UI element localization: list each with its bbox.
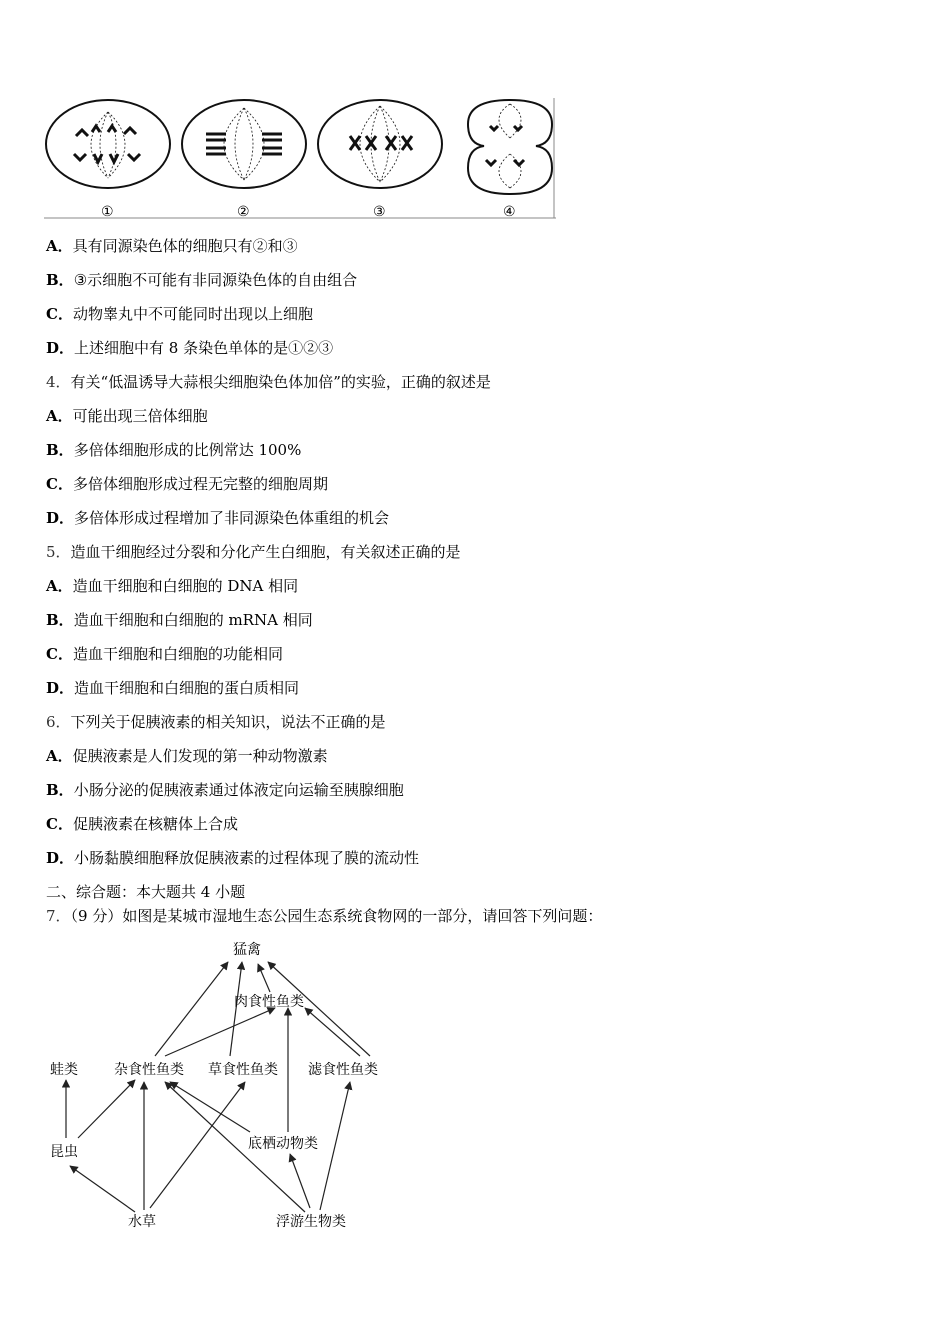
q6-option-c: C．促胰液素在核糖体上合成 (46, 815, 238, 833)
cell-label-3: ③ (373, 204, 386, 220)
cell-1-diagram (46, 100, 170, 188)
node-omnivore-fish: 杂食性鱼类 (114, 1062, 184, 1078)
node-herbivore-fish: 草食性鱼类 (208, 1062, 278, 1078)
cell-4-diagram (468, 100, 552, 194)
cell-division-figure (44, 98, 556, 220)
arrow-plankton-to-benthic (290, 1154, 310, 1208)
node-frog: 蛙类 (50, 1062, 78, 1078)
q5-stem: 5．造血干细胞经过分裂和分化产生白细胞，有关叙述正确的是 (46, 543, 461, 561)
arrow-omnivore-to-carnivore (165, 1008, 275, 1056)
q4-option-b: B．多倍体细胞形成的比例常达 100% (46, 441, 302, 459)
section-heading: 二、综合题：本大题共 4 小题 (46, 883, 246, 901)
q5-option-a: A．造血干细胞和白细胞的 DNA 相同 (46, 577, 299, 595)
arrow-omnivore-to-raptor (155, 962, 228, 1056)
q6-option-d: D．小肠黏膜细胞释放促胰液素的过程体现了膜的流动性 (46, 849, 420, 867)
node-insect: 昆虫 (50, 1144, 78, 1160)
node-filter-fish: 滤食性鱼类 (308, 1062, 378, 1078)
q5-option-d: D．造血干细胞和白细胞的蛋白质相同 (46, 679, 300, 697)
q4-option-a: A．可能出现三倍体细胞 (46, 407, 208, 425)
q3-option-b: B．③示细胞不可能有非同源染色体的自由组合 (46, 271, 358, 289)
arrow-insect-to-omnivore (78, 1080, 135, 1138)
q5-option-c: C．造血干细胞和白细胞的功能相同 (46, 645, 283, 663)
cell-2-diagram (182, 100, 306, 188)
q7-stem: 7．（9 分）如图是某城市湿地生态公园生态系统食物网的一部分，请回答下列问题： (46, 907, 603, 925)
q4-option-c: C．多倍体细胞形成过程无完整的细胞周期 (46, 475, 328, 493)
cell-3-diagram (318, 100, 442, 188)
arrow-waterweed-to-insect (70, 1166, 135, 1212)
q3-option-a: A．具有同源染色体的细胞只有②和③ (46, 237, 298, 255)
arrow-filter-to-carnivore (305, 1008, 360, 1056)
arrow-carnivore-to-raptor (258, 964, 270, 992)
arrow-waterweed-to-herbivore (150, 1082, 245, 1208)
q6-option-a: A．促胰液素是人们发现的第一种动物激素 (46, 747, 328, 765)
node-raptor: 猛禽 (233, 942, 261, 958)
cell-label-1: ① (101, 204, 114, 220)
cell-label-4: ④ (503, 204, 516, 220)
node-waterweed: 水草 (128, 1214, 156, 1230)
q6-stem: 6．下列关于促胰液素的相关知识，说法不正确的是 (46, 713, 386, 731)
arrow-plankton-to-filter (320, 1082, 350, 1210)
q4-option-d: D．多倍体形成过程增加了非同源染色体重组的机会 (46, 509, 390, 527)
q3-option-d: D．上述细胞中有 8 条染色单体的是①②③ (46, 339, 334, 357)
q6-option-b: B．小肠分泌的促胰液素通过体液定向运输至胰腺细胞 (46, 781, 404, 799)
node-carnivore-fish: 肉食性鱼类 (234, 994, 304, 1010)
food-web-diagram (40, 932, 410, 1232)
node-plankton: 浮游生物类 (276, 1214, 346, 1230)
cell-label-2: ② (237, 204, 250, 220)
node-benthic: 底栖动物类 (248, 1136, 318, 1152)
q4-stem: 4．有关“低温诱导大蒜根尖细胞染色体加倍”的实验，正确的叙述是 (46, 373, 491, 391)
q5-option-b: B．造血干细胞和白细胞的 mRNA 相同 (46, 611, 313, 629)
q3-option-c: C．动物睾丸中不可能同时出现以上细胞 (46, 305, 313, 323)
